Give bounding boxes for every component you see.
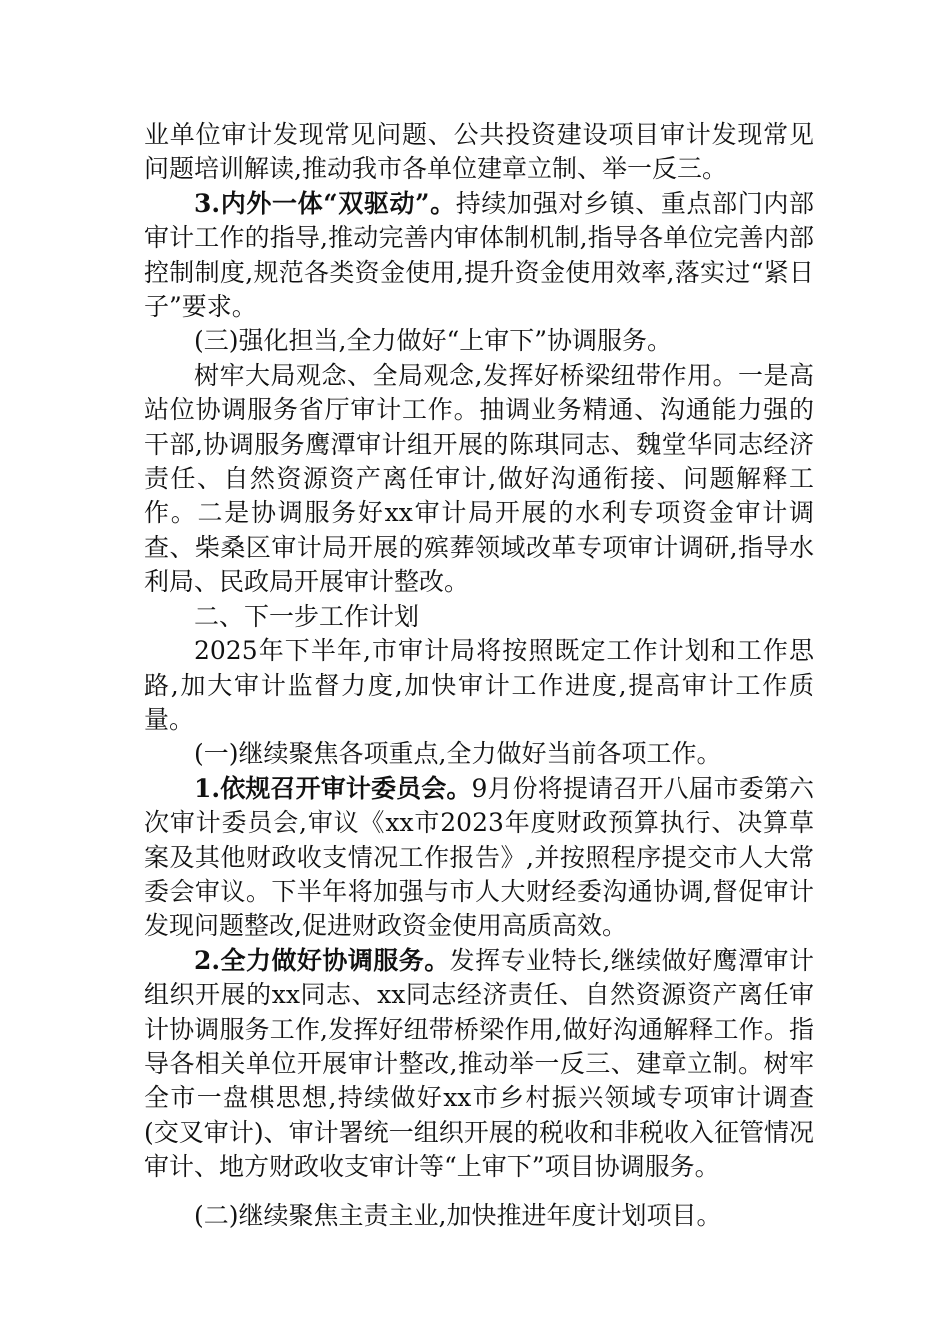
- chapter-heading-next-plan-text: 二、下一步工作计划: [194, 601, 420, 631]
- paragraph-1-text: 业单位审计发现常见问题、公共投资建设项目审计发现常见问题培训解读,推动我市各单位建章立制、举一反三。: [144, 120, 814, 184]
- section-heading-1: [144, 737, 814, 771]
- section-heading-2-text: (二)继续聚焦主责主业,加快推进年度计划项目。: [194, 1200, 722, 1230]
- paragraph-8-text: 9月份将提请召开八届市委第六次审计委员会,审议《xx市2023年度财政预算执行、决算草案及其他财政收支情况工作报告》,并按照程序提交市人大常委会审议。下半年将加强与市人大财经委沟通协调,督促审计发现问题整改,促进财政资金使用高质高效。: [144, 773, 814, 941]
- section-heading-1-text: (一)继续聚焦各项重点,全力做好当前各项工作。: [194, 739, 722, 769]
- paragraph-9-heading: 2.全力做好协调服务。: [194, 945, 450, 975]
- section-heading-2: [144, 1199, 814, 1233]
- paragraph-1: [144, 118, 814, 187]
- paragraph-8: [144, 772, 814, 944]
- document-body: [144, 118, 814, 1233]
- chapter-heading-next-plan: [144, 600, 814, 634]
- paragraph-6-text: 2025年下半年,市审计局将按照既定工作计划和工作思路,加大审计监督力度,加快审计工作进度,提高审计工作质量。: [144, 636, 814, 734]
- paragraph-4: [144, 359, 814, 600]
- paragraph-2-text: 持续加强对乡镇、重点部门内部审计工作的指导,推动完善内审体制机制,指导各单位完善内部控制制度,规范各类资金使用,提升资金使用效率,落实过“紧日子”要求。: [144, 188, 814, 322]
- paragraph-2: [144, 187, 814, 325]
- section-heading-3: [144, 324, 814, 358]
- paragraph-9-text: 发挥专业特长,继续做好鹰潭审计组织开展的xx同志、xx同志经济责任、自然资源资产离任审计协调服务工作,发挥好纽带桥梁作用,做好沟通解释工作。指导各相关单位开展审计整改,推动举一反三、建章立制。树牢全市一盘棋思想,持续做好xx市乡村振兴领域专项审计调查(交叉审计)、审计署统一组织开展的税收和非税收入征管情况审计、地方财政收支审计等“上审下”项目协调服务。: [144, 945, 815, 1182]
- section-heading-3-text: (三)强化担当,全力做好“上审下”协调服务。: [194, 326, 673, 356]
- paragraph-4-text: 树牢大局观念、全局观念,发挥好桥梁纽带作用。一是高站位协调服务省厅审计工作。抽调业务精通、沟通能力强的干部,协调服务鹰潭审计组开展的陈琪同志、魏堂华同志经济责任、自然资源资产离任审计,做好沟通衔接、问题解释工作。二是协调服务好xx审计局开展的水利专项资金审计调查、柴桑区审计局开展的殡葬领域改革专项审计调研,指导水利局、民政局开展审计整改。: [144, 360, 814, 597]
- paragraph-2-heading: 3.内外一体“双驱动”。: [194, 188, 456, 218]
- paragraph-8-heading: 1.依规召开审计委员会。: [194, 773, 472, 803]
- paragraph-6: [144, 634, 814, 737]
- paragraph-9: [144, 944, 814, 1185]
